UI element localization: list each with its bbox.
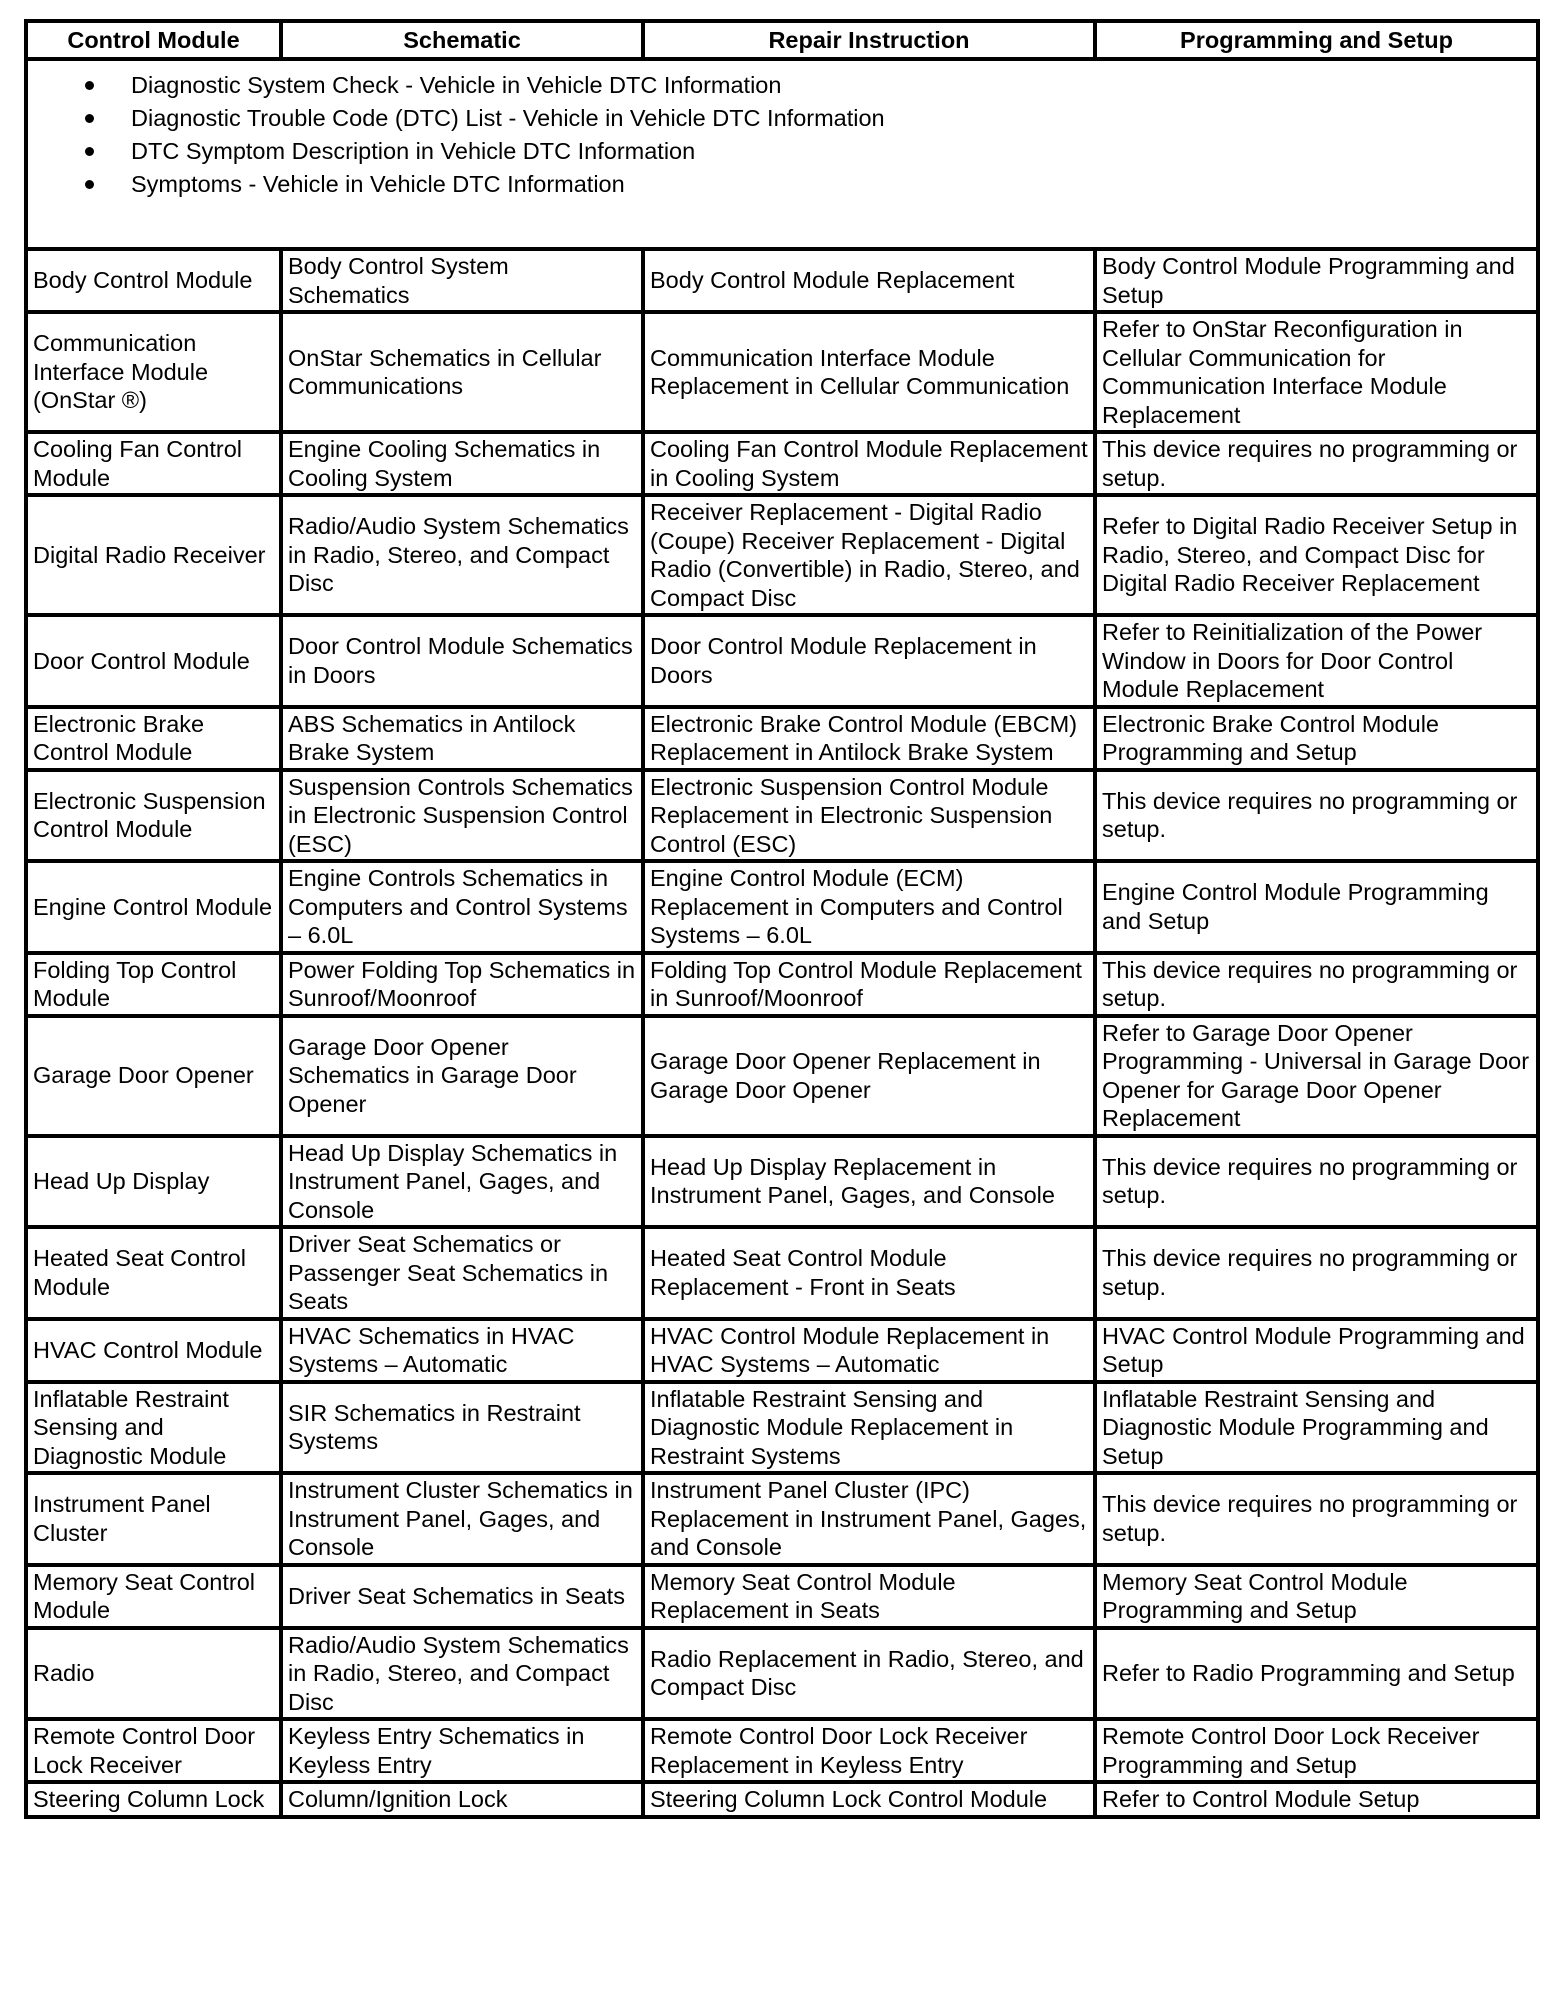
schematic-cell: Radio/Audio System Schematics in Radio, Stereo, and Compact Disc <box>281 1628 643 1720</box>
table-row <box>26 1016 1538 1136</box>
table-row <box>26 770 1538 862</box>
schematic-cell: Driver Seat Schematics in Seats <box>281 1565 643 1628</box>
table-row <box>26 1628 1538 1720</box>
schematic-cell: HVAC Schematics in HVAC Systems – Automatic <box>281 1319 643 1382</box>
list-item-text: Symptoms - Vehicle in Vehicle DTC Information <box>131 171 625 197</box>
schematic-cell: Driver Seat Schematics or Passenger Seat Schematics in Seats <box>281 1227 643 1319</box>
programming-setup-cell: Refer to Reinitialization of the Power Window in Doors for Door Control Module Replacement <box>1095 615 1538 707</box>
repair-instruction-cell: Cooling Fan Control Module Replacement in Cooling System <box>643 432 1095 495</box>
list-item-text: Diagnostic Trouble Code (DTC) List - Vehicle in Vehicle DTC Information <box>131 105 885 131</box>
repair-instruction-cell: Door Control Module Replacement in Doors <box>643 615 1095 707</box>
header-control-module: Control Module <box>26 21 281 59</box>
programming-setup-cell: Refer to Radio Programming and Setup <box>1095 1628 1538 1720</box>
schematic-cell: SIR Schematics in Restraint Systems <box>281 1382 643 1474</box>
programming-setup-cell: Engine Control Module Programming and Setup <box>1095 861 1538 953</box>
header-programming-and-setup: Programming and Setup <box>1095 21 1538 59</box>
control-module-cell: Radio <box>26 1628 281 1720</box>
repair-instruction-cell: Instrument Panel Cluster (IPC) Replacement in Instrument Panel, Gages, and Console <box>643 1473 1095 1565</box>
control-module-cell: Electronic Brake Control Module <box>26 707 281 770</box>
diagnostic-links-list <box>28 69 1536 201</box>
schematic-cell: Power Folding Top Schematics in Sunroof/Moonroof <box>281 953 643 1016</box>
programming-setup-cell: This device requires no programming or setup. <box>1095 953 1538 1016</box>
repair-instruction-cell: Folding Top Control Module Replacement in Sunroof/Moonroof <box>643 953 1095 1016</box>
control-module-cell: Garage Door Opener <box>26 1016 281 1136</box>
list-item <box>28 168 1536 201</box>
table-row <box>26 312 1538 432</box>
control-module-cell: Inflatable Restraint Sensing and Diagnostic Module <box>26 1382 281 1474</box>
control-module-cell: Steering Column Lock <box>26 1782 281 1817</box>
control-module-cell: Electronic Suspension Control Module <box>26 770 281 862</box>
schematic-cell: Radio/Audio System Schematics in Radio, Stereo, and Compact Disc <box>281 495 643 615</box>
control-module-cell: Remote Control Door Lock Receiver <box>26 1719 281 1782</box>
list-item <box>28 69 1536 102</box>
programming-setup-cell: This device requires no programming or setup. <box>1095 770 1538 862</box>
schematic-cell: Keyless Entry Schematics in Keyless Entry <box>281 1719 643 1782</box>
list-item-text: Diagnostic System Check - Vehicle in Vehicle DTC Information <box>131 72 782 98</box>
repair-instruction-cell: Electronic Suspension Control Module Replacement in Electronic Suspension Control (ESC) <box>643 770 1095 862</box>
schematic-cell: Engine Cooling Schematics in Cooling System <box>281 432 643 495</box>
control-module-cell: Memory Seat Control Module <box>26 1565 281 1628</box>
programming-setup-cell: Refer to Digital Radio Receiver Setup in Radio, Stereo, and Compact Disc for Digital Radio Receiver Replacement <box>1095 495 1538 615</box>
programming-setup-cell: Refer to Garage Door Opener Programming - Universal in Garage Door Opener for Garage Door Opener Replacement <box>1095 1016 1538 1136</box>
repair-instruction-cell: Communication Interface Module Replacement in Cellular Communication <box>643 312 1095 432</box>
control-module-cell: Heated Seat Control Module <box>26 1227 281 1319</box>
table-row <box>26 1382 1538 1474</box>
list-item <box>28 102 1536 135</box>
table-row <box>26 861 1538 953</box>
schematic-cell: OnStar Schematics in Cellular Communications <box>281 312 643 432</box>
table-row <box>26 953 1538 1016</box>
repair-instruction-cell: Garage Door Opener Replacement in Garage Door Opener <box>643 1016 1095 1136</box>
programming-setup-cell: This device requires no programming or setup. <box>1095 1227 1538 1319</box>
control-module-cell: Communication Interface Module (OnStar ®) <box>26 312 281 432</box>
control-module-cell: Instrument Panel Cluster <box>26 1473 281 1565</box>
repair-instruction-cell: Heated Seat Control Module Replacement - Front in Seats <box>643 1227 1095 1319</box>
table-row <box>26 1473 1538 1565</box>
schematic-cell: Column/Ignition Lock <box>281 1782 643 1817</box>
bullet-icon <box>85 147 94 156</box>
table-body <box>26 59 1538 1817</box>
control-module-cell: Digital Radio Receiver <box>26 495 281 615</box>
schematic-cell: Garage Door Opener Schematics in Garage Door Opener <box>281 1016 643 1136</box>
programming-setup-cell: This device requires no programming or setup. <box>1095 1136 1538 1228</box>
control-module-cell: Folding Top Control Module <box>26 953 281 1016</box>
schematic-cell: Door Control Module Schematics in Doors <box>281 615 643 707</box>
programming-setup-cell: HVAC Control Module Programming and Setup <box>1095 1319 1538 1382</box>
programming-setup-cell: Inflatable Restraint Sensing and Diagnostic Module Programming and Setup <box>1095 1382 1538 1474</box>
programming-setup-cell: This device requires no programming or setup. <box>1095 1473 1538 1565</box>
programming-setup-cell: Electronic Brake Control Module Programming and Setup <box>1095 707 1538 770</box>
table-row <box>26 615 1538 707</box>
control-module-cell: HVAC Control Module <box>26 1319 281 1382</box>
control-module-cell: Cooling Fan Control Module <box>26 432 281 495</box>
intro-row <box>26 59 1538 249</box>
repair-instruction-cell: Radio Replacement in Radio, Stereo, and Compact Disc <box>643 1628 1095 1720</box>
programming-setup-cell: Refer to OnStar Reconfiguration in Cellular Communication for Communication Interface Module Replacement <box>1095 312 1538 432</box>
bullet-icon <box>85 114 94 123</box>
programming-setup-cell: Memory Seat Control Module Programming and Setup <box>1095 1565 1538 1628</box>
schematic-cell: Engine Controls Schematics in Computers and Control Systems – 6.0L <box>281 861 643 953</box>
table-row <box>26 1565 1538 1628</box>
schematic-cell: Head Up Display Schematics in Instrument Panel, Gages, and Console <box>281 1136 643 1228</box>
repair-instruction-cell: Memory Seat Control Module Replacement in Seats <box>643 1565 1095 1628</box>
table-row <box>26 249 1538 312</box>
table-row <box>26 495 1538 615</box>
repair-instruction-cell: Inflatable Restraint Sensing and Diagnostic Module Replacement in Restraint Systems <box>643 1382 1095 1474</box>
table-row <box>26 707 1538 770</box>
table-row <box>26 432 1538 495</box>
repair-instruction-cell: Receiver Replacement - Digital Radio (Coupe) Receiver Replacement - Digital Radio (Convertible) in Radio, Stereo, and Compact Disc <box>643 495 1095 615</box>
bullet-icon <box>85 180 94 189</box>
header-repair-instruction: Repair Instruction <box>643 21 1095 59</box>
list-item <box>28 135 1536 168</box>
table-row <box>26 1719 1538 1782</box>
repair-instruction-cell: Body Control Module Replacement <box>643 249 1095 312</box>
control-module-reference-table <box>24 19 1540 1819</box>
control-module-cell: Engine Control Module <box>26 861 281 953</box>
repair-instruction-cell: Remote Control Door Lock Receiver Replacement in Keyless Entry <box>643 1719 1095 1782</box>
header-schematic: Schematic <box>281 21 643 59</box>
programming-setup-cell: Refer to Control Module Setup <box>1095 1782 1538 1817</box>
table-row <box>26 1227 1538 1319</box>
table-row <box>26 1782 1538 1817</box>
list-item-text: DTC Symptom Description in Vehicle DTC Information <box>131 138 696 164</box>
table-row <box>26 1319 1538 1382</box>
programming-setup-cell: Body Control Module Programming and Setup <box>1095 249 1538 312</box>
control-module-cell: Head Up Display <box>26 1136 281 1228</box>
programming-setup-cell: This device requires no programming or setup. <box>1095 432 1538 495</box>
table-header <box>26 21 1538 59</box>
repair-instruction-cell: Engine Control Module (ECM) Replacement in Computers and Control Systems – 6.0L <box>643 861 1095 953</box>
schematic-cell: Body Control System Schematics <box>281 249 643 312</box>
schematic-cell: ABS Schematics in Antilock Brake System <box>281 707 643 770</box>
table-row <box>26 1136 1538 1228</box>
control-module-cell: Door Control Module <box>26 615 281 707</box>
programming-setup-cell: Remote Control Door Lock Receiver Programming and Setup <box>1095 1719 1538 1782</box>
repair-instruction-cell: Electronic Brake Control Module (EBCM) Replacement in Antilock Brake System <box>643 707 1095 770</box>
schematic-cell: Suspension Controls Schematics in Electronic Suspension Control (ESC) <box>281 770 643 862</box>
repair-instruction-cell: Steering Column Lock Control Module <box>643 1782 1095 1817</box>
repair-instruction-cell: HVAC Control Module Replacement in HVAC Systems – Automatic <box>643 1319 1095 1382</box>
repair-instruction-cell: Head Up Display Replacement in Instrument Panel, Gages, and Console <box>643 1136 1095 1228</box>
intro-cell <box>26 59 1538 249</box>
control-module-cell: Body Control Module <box>26 249 281 312</box>
bullet-icon <box>85 81 94 90</box>
header-row <box>26 21 1538 59</box>
schematic-cell: Instrument Cluster Schematics in Instrument Panel, Gages, and Console <box>281 1473 643 1565</box>
